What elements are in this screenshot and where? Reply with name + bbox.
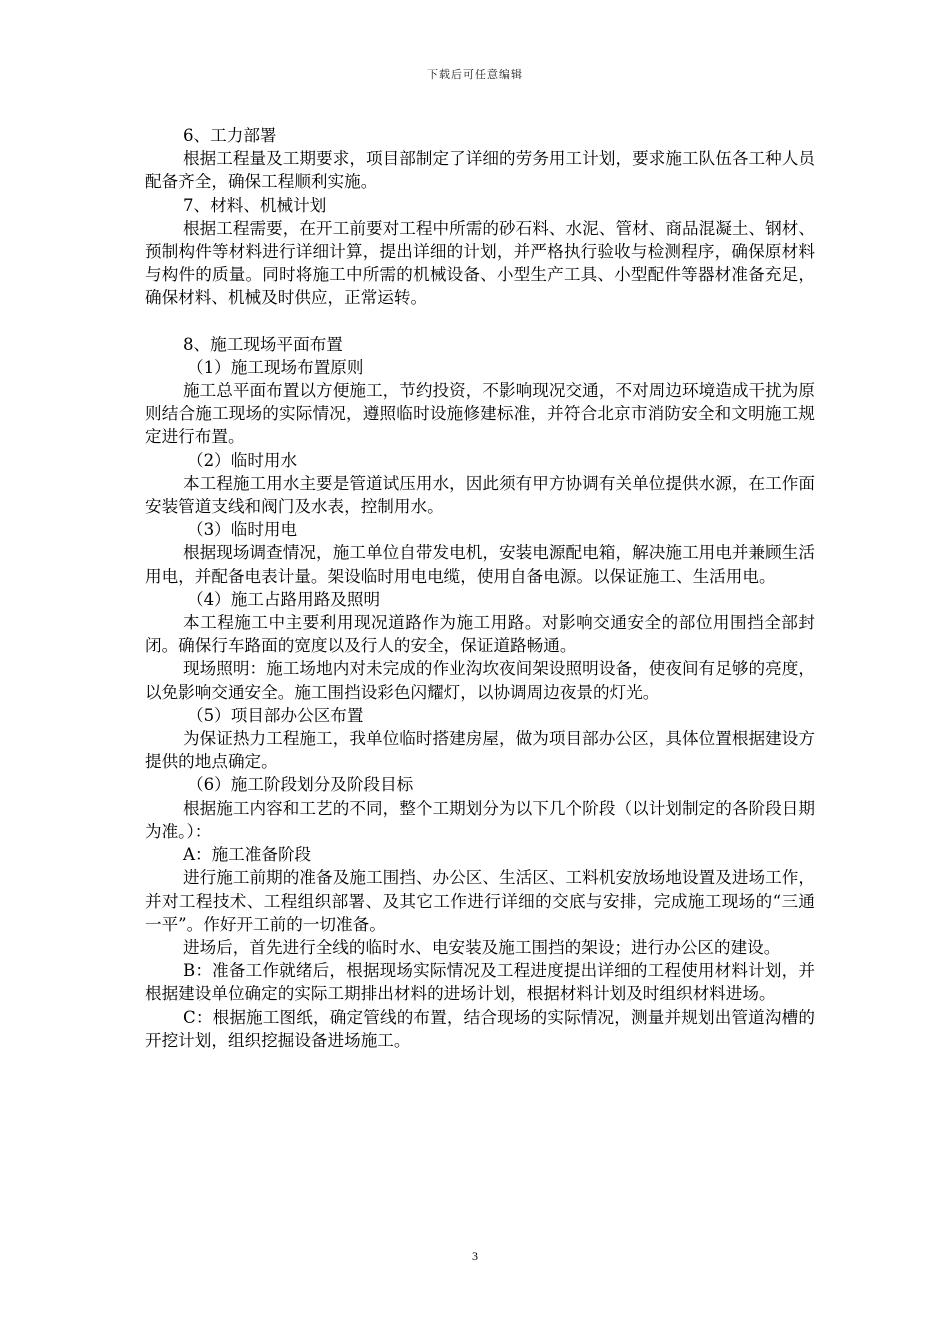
section-7-title: 7、材料、机械计划 bbox=[183, 195, 327, 215]
stage-b-paragraph: B：准备工作就绪后，根据现场实际情况及工程进度提出详细的工程使用材料计划，并根据建设单位确定的实际工期排出材料的进场计划，根据材料计划及时组织材料进场。 bbox=[145, 961, 815, 1004]
section-8-6-paragraph: 根据施工内容和工艺的不同，整个工期划分为以下几个阶段（以计划制定的各阶段日期为准。）： bbox=[145, 798, 815, 841]
section-8-4-title: （4）施工占路用路及照明 bbox=[187, 589, 381, 609]
section-8-title: 8、施工现场平面布置 bbox=[183, 334, 343, 354]
section-8-3-title: （3）临时用电 bbox=[187, 520, 298, 540]
section-8-4-paragraph-2: 现场照明：施工场地内对未完成的作业沟坎夜间架设照明设备，使夜间有足够的亮度，以免影响交通安全。施工围挡设彩色闪耀灯，以协调周边夜景的灯光。 bbox=[145, 659, 815, 702]
section-8-5-title: （5）项目部办公区布置 bbox=[187, 705, 364, 725]
stage-a-paragraph-2: 进场后，首先进行全线的临时水、电安装及施工围挡的架设；进行办公区的建设。 bbox=[183, 937, 781, 957]
document-body bbox=[145, 124, 815, 1052]
section-6-title: 6、工力部署 bbox=[183, 126, 277, 145]
section-8-6-title: （6）施工阶段划分及阶段目标 bbox=[187, 775, 414, 795]
section-8-2-paragraph: 本工程施工用水主要是管道试压用水，因此须有甲方协调有关单位提供水源，在工作面安装管道支线和阀门及水表，控制用水。 bbox=[145, 473, 815, 517]
section-8-2-title: （2）临时用水 bbox=[187, 450, 298, 470]
page-header: 下载后可任意编辑 bbox=[427, 68, 523, 81]
section-8-4-paragraph-1: 本工程施工中主要利用现况道路作为施工用路。对影响交通安全的部位用围挡全部封闭。确保行车路面的宽度以及行人的安全，保证道路畅通。 bbox=[145, 613, 815, 656]
section-8-1-paragraph: 施工总平面布置以方便施工，节约投资，不影响现况交通，不对周边环境造成干扰为原则结合施工现场的实际情况，遵照临时设施修建标准，并符合北京市消防安全和文明施工规定进行布置。 bbox=[145, 381, 815, 447]
page-number: 3 bbox=[472, 1249, 478, 1263]
stage-c-paragraph: C：根据施工图纸，确定管线的布置，结合现场的实际情况，测量并规划出管道沟槽的开挖计划，组织挖掘设备进场施工。 bbox=[145, 1007, 815, 1050]
section-7-paragraph: 根据工程需要，在开工前要对工程中所需的砂石料、水泥、管材、商品混凝土、钢材、预制构件等材料进行详细计算，提出详细的计划，并严格执行验收与检测程序，确保原材料与构件的质量。同时将施工中所需的机械设备、小型生产工具、小型配件等器材准备充足，确保材料、机械及时供应，正常运转。 bbox=[145, 218, 815, 308]
section-8-3-paragraph: 根据现场调查情况，施工单位自带发电机，安装电源配电箱，解决施工用电并兼顾生活用电，并配备电表计量。架设临时用电电缆，使用自备电源。以保证施工、生活用电。 bbox=[145, 543, 815, 586]
section-8-5-paragraph: 为保证热力工程施工，我单位临时搭建房屋，做为项目部办公区，具体位置根据建设方提供的地点确定。 bbox=[145, 729, 815, 772]
stage-a-title: A：施工准备阶段 bbox=[183, 845, 312, 865]
stage-a-paragraph-1: 进行施工前期的准备及施工围挡、办公区、生活区、工料机安放场地设置及进场工作，并对工程技术、工程组织部署、及其它工作进行详细的交底与安排，完成施工现场的“三通一平”。作好开工前的一切准备。 bbox=[145, 868, 815, 934]
section-8-1-title: （1）施工现场布置原则 bbox=[187, 357, 364, 377]
blank-line bbox=[145, 310, 815, 333]
section-6-paragraph: 根据工程量及工期要求，项目部制定了详细的劳务用工计划，要求施工队伍各工种人员配备齐全，确保工程顺利实施。 bbox=[145, 149, 815, 192]
